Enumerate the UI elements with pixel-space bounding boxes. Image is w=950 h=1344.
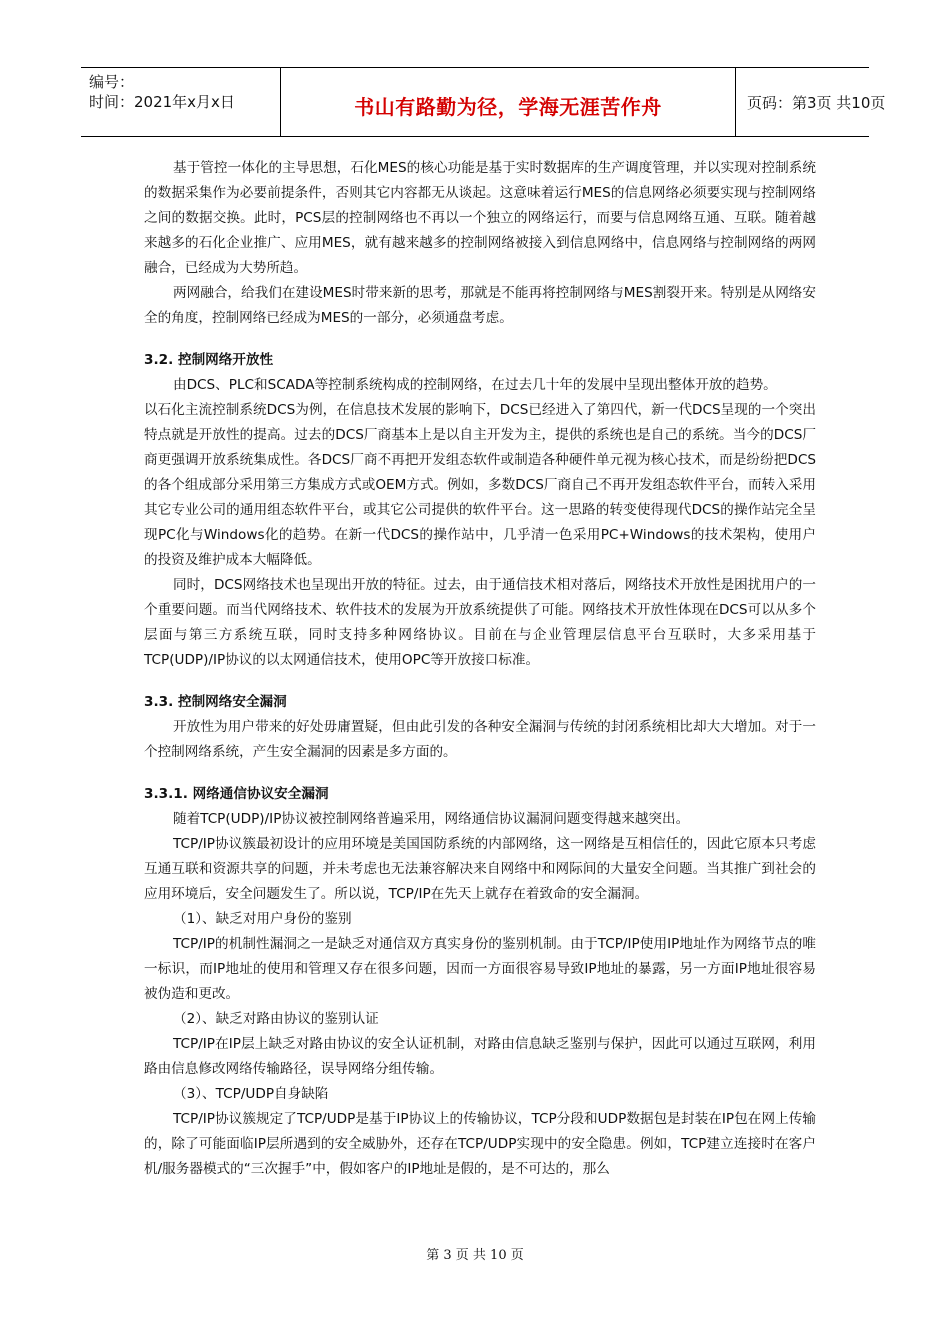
list-item-heading: （2）、缺乏对路由协议的鉴别认证 — [173, 1011, 379, 1027]
paragraph: 以石化主流控制系统DCS为例，在信息技术发展的影响下，DCS已经进入了第四代，新一代DCS呈现的一个突出特点就是开放性的提高。过去的DCS厂商基本上是以自主开发为主，提供的系统也是自己的系统。当今的DCS厂商更强调开放系统集成性。各DCS厂商不再把开发组态软件或制造各种硬件单元视为核心技术，而是纷纷把DCS的各个组成部分采用第三方集成方式或OEM方式。例如，多数DCS厂商自己不再开发组态软件平台，而转入采用其它专业公司的通用组态软件平台，或其它公司提供的软件平台。这一思路的转变使得现代DCS的操作站完全呈现PC化与Windows化的趋势。在新一代DCS的操作站中，几乎清一色采用PC+Windows的技术架构，使用户的投资及维护成本大幅降低。 — [144, 402, 816, 568]
document-number-label: 编号： — [89, 73, 135, 91]
paragraph: TCP/IP协议簇最初设计的应用环境是美国国防系统的内部网络，这一网络是互相信任的，因此它原本只考虑互通互联和资源共享的问题，并未考虑也无法兼容解决来自网络中和网际间的大量安全问题。当其推广到社会的应用环境后，安全问题发生了。所以说，TCP/IP在先天上就存在着致命的安全漏洞。 — [144, 836, 816, 902]
paragraph: 基于管控一体化的主导思想，石化MES的核心功能是基于实时数据库的生产调度管理，并以实现对控制系统的数据采集作为必要前提条件，否则其它内容都无从谈起。这意味着运行MES的信息网络必须要实现与控制网络之间的数据交换。此时，PCS层的控制网络也不再以一个独立的网络运行，而要与信息网络互通、互联。随着越来越多的石化企业推广、应用MES，就有越来越多的控制网络被接入到信息网络中，信息网络与控制网络的两网融合，已经成为大势所趋。 — [144, 160, 816, 276]
document-body — [144, 156, 816, 1182]
paragraph: 两网融合，给我们在建设MES时带来新的思考，那就是不能再将控制网络与MES割裂开来。特别是从网络安全的角度，控制网络已经成为MES的一部分，必须通盘考虑。 — [144, 285, 816, 326]
header-left-cell — [81, 68, 280, 136]
header-page-cell — [735, 68, 886, 136]
header-motto: 书山有路勤为径，学海无涯苦作舟 — [354, 95, 662, 119]
section-heading-3-2: 3.2. 控制网络开放性 — [144, 352, 274, 368]
list-item-heading: （3）、TCP/UDP自身缺陷 — [173, 1086, 329, 1102]
paragraph: TCP/IP协议簇规定了TCP/UDP是基于IP协议上的传输协议，TCP分段和UDP数据包是封装在IP包在网上传输的，除了可能面临IP层所遇到的安全威胁外，还存在TCP/UDP实现中的安全隐患。例如，TCP建立连接时在客户机/服务器模式的“三次握手”中，假如客户的IP地址是假的，是不可达的，那么 — [144, 1111, 816, 1177]
section-heading-3-3: 3.3. 控制网络安全漏洞 — [144, 694, 287, 710]
paragraph: 由DCS、PLC和SCADA等控制系统构成的控制网络，在过去几十年的发展中呈现出整体开放的趋势。 — [173, 377, 777, 393]
page-header — [81, 67, 886, 137]
paragraph: 同时，DCS网络技术也呈现出开放的特征。过去，由于通信技术相对落后，网络技术开放性是困扰用户的一个重要问题。而当代网络技术、软件技术的发展为开放系统提供了可能。网络技术开放性体现在DCS可以从多个层面与第三方系统互联，同时支持多种网络协议。目前在与企业管理层信息平台互联时，大多采用基于TCP(UDP)/IP协议的以太网通信技术，使用OPC等开放接口标准。 — [144, 577, 816, 668]
header-page-number: 页码：第3页 共10页 — [747, 94, 886, 112]
section-heading-3-3-1: 3.3.1. 网络通信协议安全漏洞 — [144, 786, 329, 802]
paragraph: 随着TCP(UDP)/IP协议被控制网络普遍采用，网络通信协议漏洞问题变得越来越突出。 — [173, 811, 690, 827]
paragraph: 开放性为用户带来的好处毋庸置疑，但由此引发的各种安全漏洞与传统的封闭系统相比却大大增加。对于一个控制网络系统，产生安全漏洞的因素是多方面的。 — [144, 719, 816, 760]
document-time-label: 时间：2021年x月x日 — [89, 93, 235, 111]
paragraph: TCP/IP的机制性漏洞之一是缺乏对通信双方真实身份的鉴别机制。由于TCP/IP使用IP地址作为网络节点的唯一标识，而IP地址的使用和管理又存在很多问题，因而一方面很容易导致IP地址的暴露，另一方面IP地址很容易被伪造和更改。 — [144, 936, 816, 1002]
page-footer: 第 3 页 共 10 页 — [426, 1248, 524, 1263]
list-item-heading: （1）、缺乏对用户身份的鉴别 — [173, 911, 352, 927]
paragraph: TCP/IP在IP层上缺乏对路由协议的安全认证机制，对路由信息缺乏鉴别与保护，因此可以通过互联网，利用路由信息修改网络传输路径，误导网络分组传输。 — [144, 1036, 816, 1077]
header-motto-cell — [280, 68, 736, 136]
